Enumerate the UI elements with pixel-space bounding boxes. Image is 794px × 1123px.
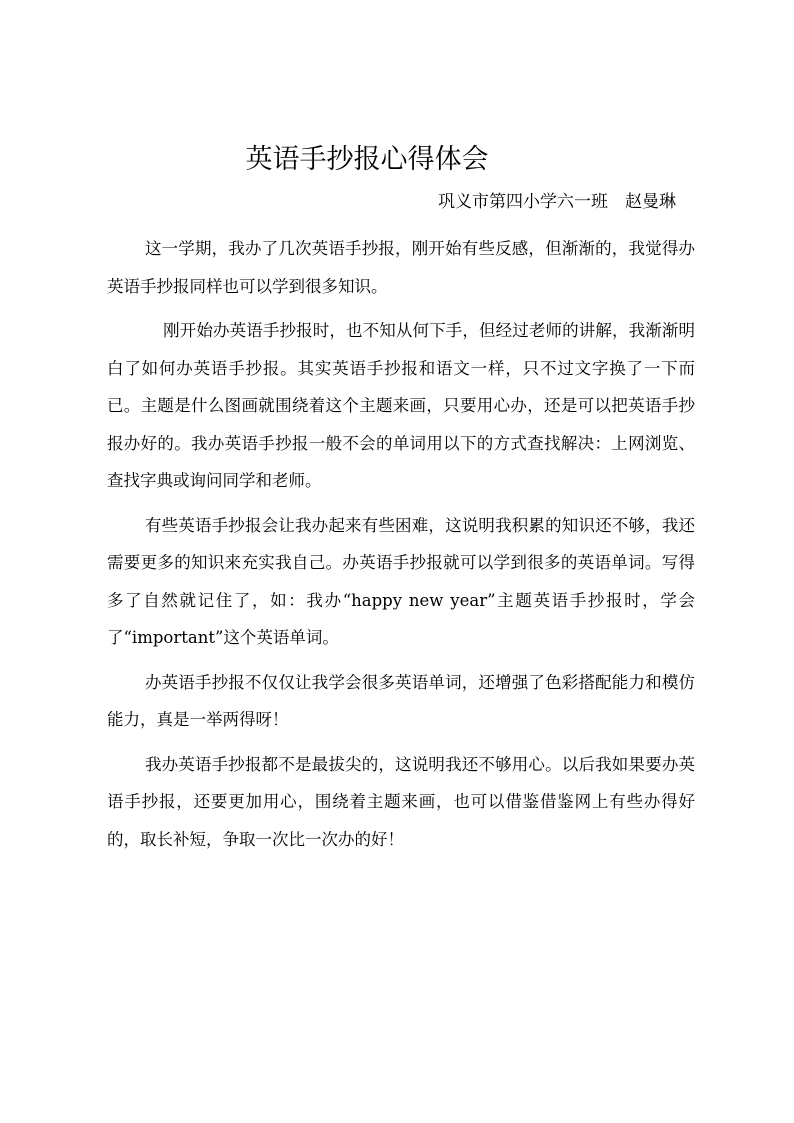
document-title: 英语手抄报心得体会 <box>245 144 489 175</box>
paragraph-2: 刚开始办英语手抄报时，也不知从何下手，但经过老师的讲解，我渐渐明白了如何办英语手抄报。其实英语手抄报和语文一样，只不过文字换了一下而已。主题是什么图画就围绕着这个主题来画，只要用心办，还是可以把英语手抄报办好的。我办英语手抄报一般不会的单词用以下的方式查找解决：上网浏览、查找字典或询问同学和老师。 <box>107 321 695 490</box>
paragraph-3: 有些英语手抄报会让我办起来有些困难，这说明我积累的知识还不够，我还需要更多的知识来充实我自己。办英语手抄报就可以学到很多的英语单词。写得多了自然就记住了，如：我办“happy new year”主题英语手抄报时，学会了“important”这个英语单词。 <box>107 515 695 647</box>
author-byline: 巩义市第四小学六一班 赵曼琳 <box>438 192 676 212</box>
document-body <box>107 230 695 865</box>
paragraph-4: 办英语手抄报不仅仅让我学会很多英语单词，还增强了色彩搭配能力和模仿能力，真是一举两得呀！ <box>107 672 695 729</box>
paragraph-5: 我办英语手抄报都不是最拔尖的，这说明我还不够用心。以后我如果要办英语手抄报，还要更加用心，围绕着主题来画，也可以借鉴借鉴网上有些办得好的，取长补短，争取一次比一次办的好！ <box>107 754 695 849</box>
paragraph-1: 这一学期，我办了几次英语手抄报，刚开始有些反感，但渐渐的，我觉得办英语手抄报同样也可以学到很多知识。 <box>107 239 695 296</box>
